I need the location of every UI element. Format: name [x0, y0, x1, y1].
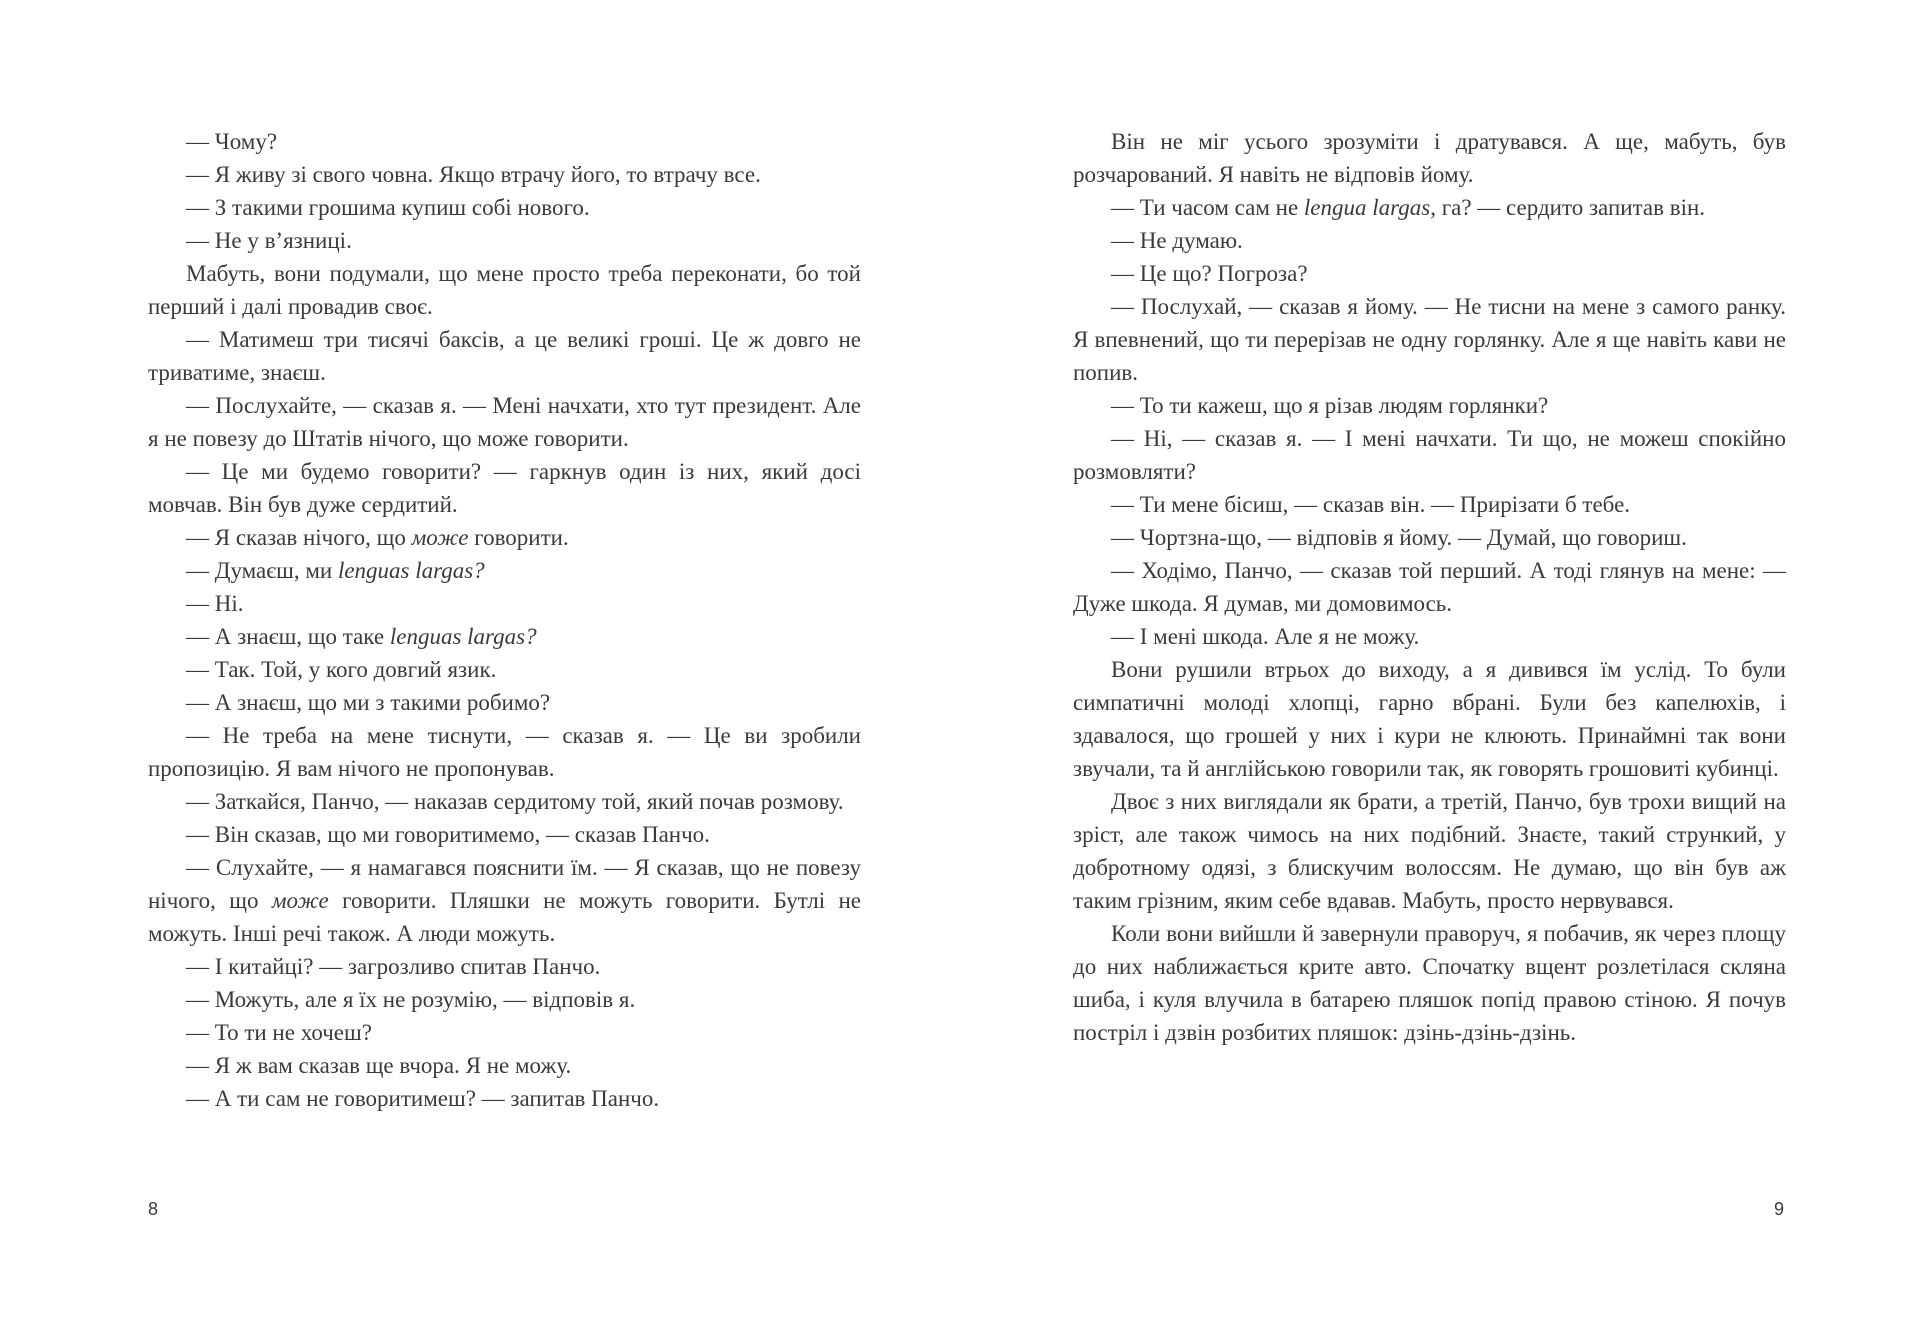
paragraph: [148, 851, 861, 950]
italic-text: може: [411, 525, 469, 550]
text-segment: Двоє з них виглядали як брати, а третій, Панчо, був трохи вищий на зріст, але також чимось на них подібний. Знаєте, такий стрункий, у добротному одязі, з блискучим волоссям. Не думаю, що він був аж таким грізним, яким себе вдавав. Мабуть, просто нервувався.: [1073, 789, 1786, 913]
text-segment: — Ні, — сказав я. — І мені начхати. Ти що, не можеш спокійно розмовляти?: [1073, 426, 1786, 484]
text-segment: — Послухайте, — сказав я. — Мені начхати, хто тут президент. Але я не повезу до Штатів нічого, що може говорити.: [148, 393, 861, 451]
paragraph: [1073, 620, 1786, 653]
paragraph: [1073, 554, 1786, 620]
paragraph: [148, 224, 861, 257]
text-segment: — Він сказав, що ми говоритимемо, — сказав Панчо.: [186, 822, 710, 847]
text-segment: — Чортзна-що, — відповів я йому. — Думай, що говориш.: [1111, 525, 1687, 550]
paragraph: [1073, 224, 1786, 257]
paragraph: [1073, 422, 1786, 488]
text-segment: — Так. Той, у кого довгий язик.: [186, 657, 497, 682]
paragraph: [1073, 125, 1786, 191]
text-segment: — Не треба на мене тиснути, — сказав я. — Це ви зробили пропозицію. Я вам нічого не пропонував.: [148, 723, 861, 781]
text-segment: — Не у в’язниці.: [186, 228, 352, 253]
paragraph: [148, 191, 861, 224]
paragraph: [148, 620, 861, 653]
text-segment: — Матимеш три тисячі баксів, а це великі гроші. Це ж довго не триватиме, знаєш.: [148, 327, 861, 385]
text-segment: — А знаєш, що таке: [186, 624, 390, 649]
text-segment: — Можуть, але я їх не розумію, — відповів я.: [186, 987, 636, 1012]
text-segment: — Це що? Погроза?: [1111, 261, 1308, 286]
italic-text: lenguas largas?: [337, 558, 485, 583]
paragraph: [1073, 257, 1786, 290]
text-segment: — З такими грошима купиш собі нового.: [186, 195, 590, 220]
text-segment: — Це ми будемо говорити? — гаркнув один із них, який досі мовчав. Він був дуже сердитий.: [148, 459, 861, 517]
paragraph: [148, 719, 861, 785]
paragraph: [148, 455, 861, 521]
text-segment: — Заткайся, Панчо, — наказав сердитому той, який почав розмову.: [186, 789, 844, 814]
text-segment: , га? — сердито запитав він.: [1430, 195, 1706, 220]
paragraph: [1073, 389, 1786, 422]
text-segment: — А знаєш, що ми з такими робимо?: [186, 690, 551, 715]
text-segment: — Послухай, — сказав я йому. — Не тисни на мене з самого ранку. Я впевнений, що ти перерізав не одну горлянку. Але я ще навіть кави не попив.: [1073, 294, 1786, 385]
paragraph: [1073, 785, 1786, 917]
text-segment: — І мені шкода. Але я не можу.: [1111, 624, 1420, 649]
paragraph: [148, 158, 861, 191]
paragraph: [148, 1082, 861, 1115]
paragraph: [148, 1049, 861, 1082]
paragraph: [148, 554, 861, 587]
text-segment: — Чому?: [186, 129, 278, 154]
paragraph: [148, 389, 861, 455]
paragraph: [148, 983, 861, 1016]
page-number-right: 9: [1774, 1199, 1785, 1219]
text-segment: — Ходімо, Панчо, — сказав той перший. А тоді глянув на мене: — Дуже шкода. Я думав, ми домовимось.: [1073, 558, 1786, 616]
text-segment: — Думаєш, ми: [186, 558, 338, 583]
paragraph: [1073, 191, 1786, 224]
text-segment: — То ти не хочеш?: [186, 1020, 372, 1045]
paragraph: [148, 653, 861, 686]
paragraph: [148, 521, 861, 554]
paragraph: [148, 785, 861, 818]
paragraph: [148, 1016, 861, 1049]
page-number-left: 8: [148, 1199, 159, 1219]
paragraph: [148, 257, 861, 323]
paragraph: [148, 587, 861, 620]
text-segment: — То ти кажеш, що я різав людям горлянки?: [1111, 393, 1549, 418]
text-segment: — Слухайте, — я намагався пояснити їм. — Я сказав, що не повезу нічого, що: [148, 855, 861, 913]
text-segment: Мабуть, вони подумали, що мене просто треба переконати, бо той перший і далі провадив своє.: [148, 261, 861, 319]
italic-text: може: [271, 888, 329, 913]
text-segment: — Ні.: [186, 591, 244, 616]
text-segment: — Я сказав нічого, що: [186, 525, 412, 550]
text-segment: говорити.: [468, 525, 569, 550]
text-segment: — Ти мене бісиш, — сказав він. — Прирізати б тебе.: [1111, 492, 1631, 517]
paragraph: [1073, 488, 1786, 521]
text-segment: — Не думаю.: [1111, 228, 1243, 253]
text-segment: — Я ж вам сказав ще вчора. Я не можу.: [186, 1053, 572, 1078]
paragraph: [148, 686, 861, 719]
text-segment: — Я живу зі свого човна. Якщо втрачу його, то втрачу все.: [186, 162, 761, 187]
italic-text: lengua largas: [1303, 195, 1431, 220]
paragraph: [148, 950, 861, 983]
text-segment: Вони рушили втрьох до виходу, а я дивився їм услід. То були симпатичні молоді хлопці, гарно вбрані. Були без капелюхів, і здавалося, що грошей у них і кури не клюють. Принаймні так вони звучали, та й англійською говорили так, як говорять грошовиті кубинці.: [1073, 657, 1786, 781]
paragraph: [148, 818, 861, 851]
paragraph: [1073, 521, 1786, 554]
right-page: [960, 0, 1920, 1325]
paragraph: [148, 323, 861, 389]
paragraph: [1073, 917, 1786, 1049]
paragraph: [148, 125, 861, 158]
paragraph: [1073, 653, 1786, 785]
text-segment: — Ти часом сам не: [1111, 195, 1304, 220]
right-page-text: [1073, 125, 1786, 1049]
text-segment: — А ти сам не говоритимеш? — запитав Панчо.: [186, 1086, 660, 1111]
text-segment: говорити. Пляшки не можуть говорити. Бутлі не можуть. Інші речі також. А люди можуть.: [148, 888, 861, 946]
text-segment: Коли вони вийшли й завернули праворуч, я побачив, як через площу до них наближається крите авто. Спочатку вщент розлетілася скляна шиба, і куля влучила в батарею пляшок попід правою стіною. Я почув постріл і дзвін розбитих пляшок: дзінь-дзінь-дзінь.: [1073, 921, 1786, 1045]
italic-text: lenguas largas?: [389, 624, 537, 649]
paragraph: [1073, 290, 1786, 389]
text-segment: Він не міг усього зрозуміти і дратувався. А ще, мабуть, був розчарований. Я навіть не відповів йому.: [1073, 129, 1786, 187]
left-page-text: [148, 125, 861, 1115]
text-segment: — І китайці? — загрозливо спитав Панчо.: [186, 954, 601, 979]
